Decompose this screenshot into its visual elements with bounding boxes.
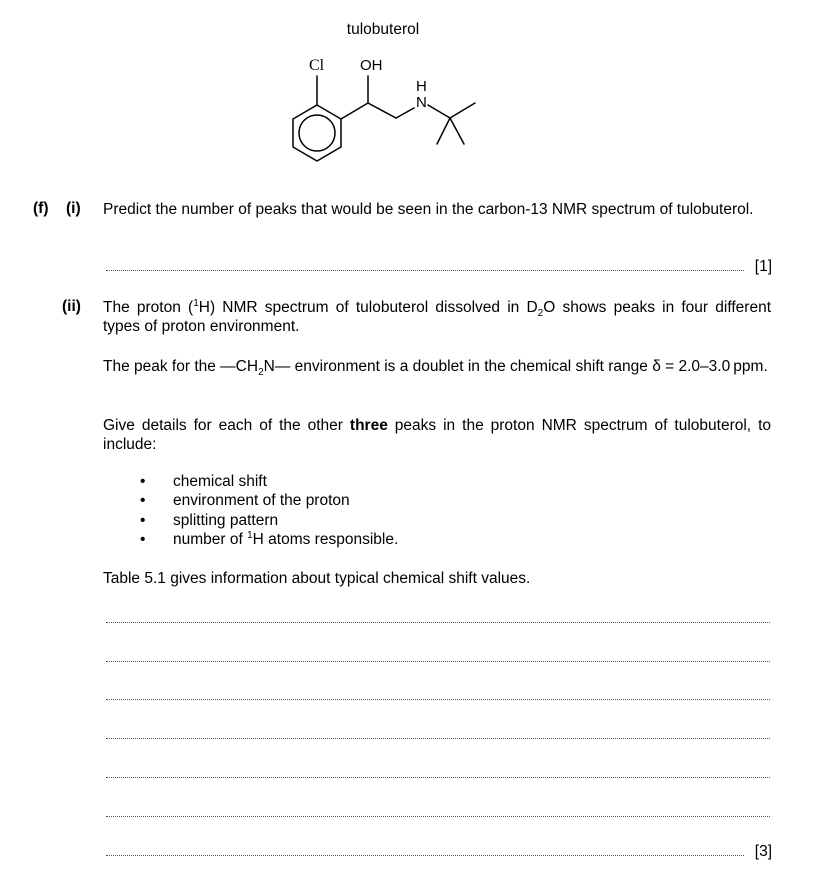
question-i-text: Predict the number of peaks that would be seen in the carbon-13 NMR spectrum of tulobuterol. (103, 201, 754, 218)
bullet-icon: • (140, 492, 146, 509)
part-f-label: (f) (33, 200, 49, 217)
amine-hydrogen-label: H (416, 78, 427, 95)
molecule-title: tulobuterol (346, 21, 420, 38)
aromatic-circle (299, 115, 335, 151)
subscript: 2 (537, 308, 544, 320)
answer-line-ii[interactable] (106, 622, 770, 623)
answer-line-ii[interactable] (106, 738, 770, 739)
part-ii-label: (ii) (62, 298, 81, 315)
bullet-item (173, 531, 398, 549)
question-ii-intro (103, 298, 771, 336)
text: The proton ( (103, 299, 194, 316)
answer-line-ii[interactable] (106, 699, 770, 700)
text: number of (173, 531, 248, 548)
bullet-icon: • (140, 531, 146, 548)
tulobuterol-structure (0, 0, 832, 180)
hydroxyl-label: OH (360, 57, 383, 74)
bullet-icon: • (140, 512, 146, 529)
text: N— environment is a doublet in the chemical shift range δ = 2.0–3.0 ppm. (263, 358, 768, 375)
text: O shows peaks in four different types of proton environment. (103, 299, 771, 335)
bold-text: three (349, 417, 388, 434)
marks-i: [1] (754, 258, 772, 275)
nitrogen-label: N (416, 94, 427, 111)
text: peaks in the proton NMR spectrum of tulobuterol, to include: (103, 417, 771, 453)
text: H) NMR spectrum of tulobuterol dissolved in D (198, 299, 538, 316)
marks-ii: [3] (754, 843, 772, 860)
superscript: 1 (247, 529, 253, 541)
answer-line-ii[interactable] (106, 777, 770, 778)
bullet-icon: • (140, 473, 146, 490)
bullet-item: environment of the proton (173, 492, 350, 509)
ch2n-peak-text (103, 357, 771, 379)
benzene-ring (293, 105, 341, 161)
chlorine-label: Cl (309, 57, 325, 74)
answer-line-i[interactable] (106, 270, 744, 271)
subscript: 2 (258, 367, 264, 379)
answer-line-ii[interactable] (106, 816, 770, 817)
bullet-item: splitting pattern (173, 512, 279, 529)
text: The peak for the —CH (103, 358, 259, 375)
superscript: 1 (193, 297, 199, 309)
part-i-label: (i) (66, 200, 81, 217)
text: Give details for each of the other (103, 417, 350, 434)
table-reference-text: Table 5.1 gives information about typical chemical shift values. (103, 570, 531, 587)
answer-line-ii[interactable] (106, 855, 744, 856)
text: H atoms responsible. (252, 531, 399, 548)
bullet-item: chemical shift (173, 473, 267, 490)
instruction-text (103, 416, 771, 454)
answer-line-ii[interactable] (106, 661, 770, 662)
